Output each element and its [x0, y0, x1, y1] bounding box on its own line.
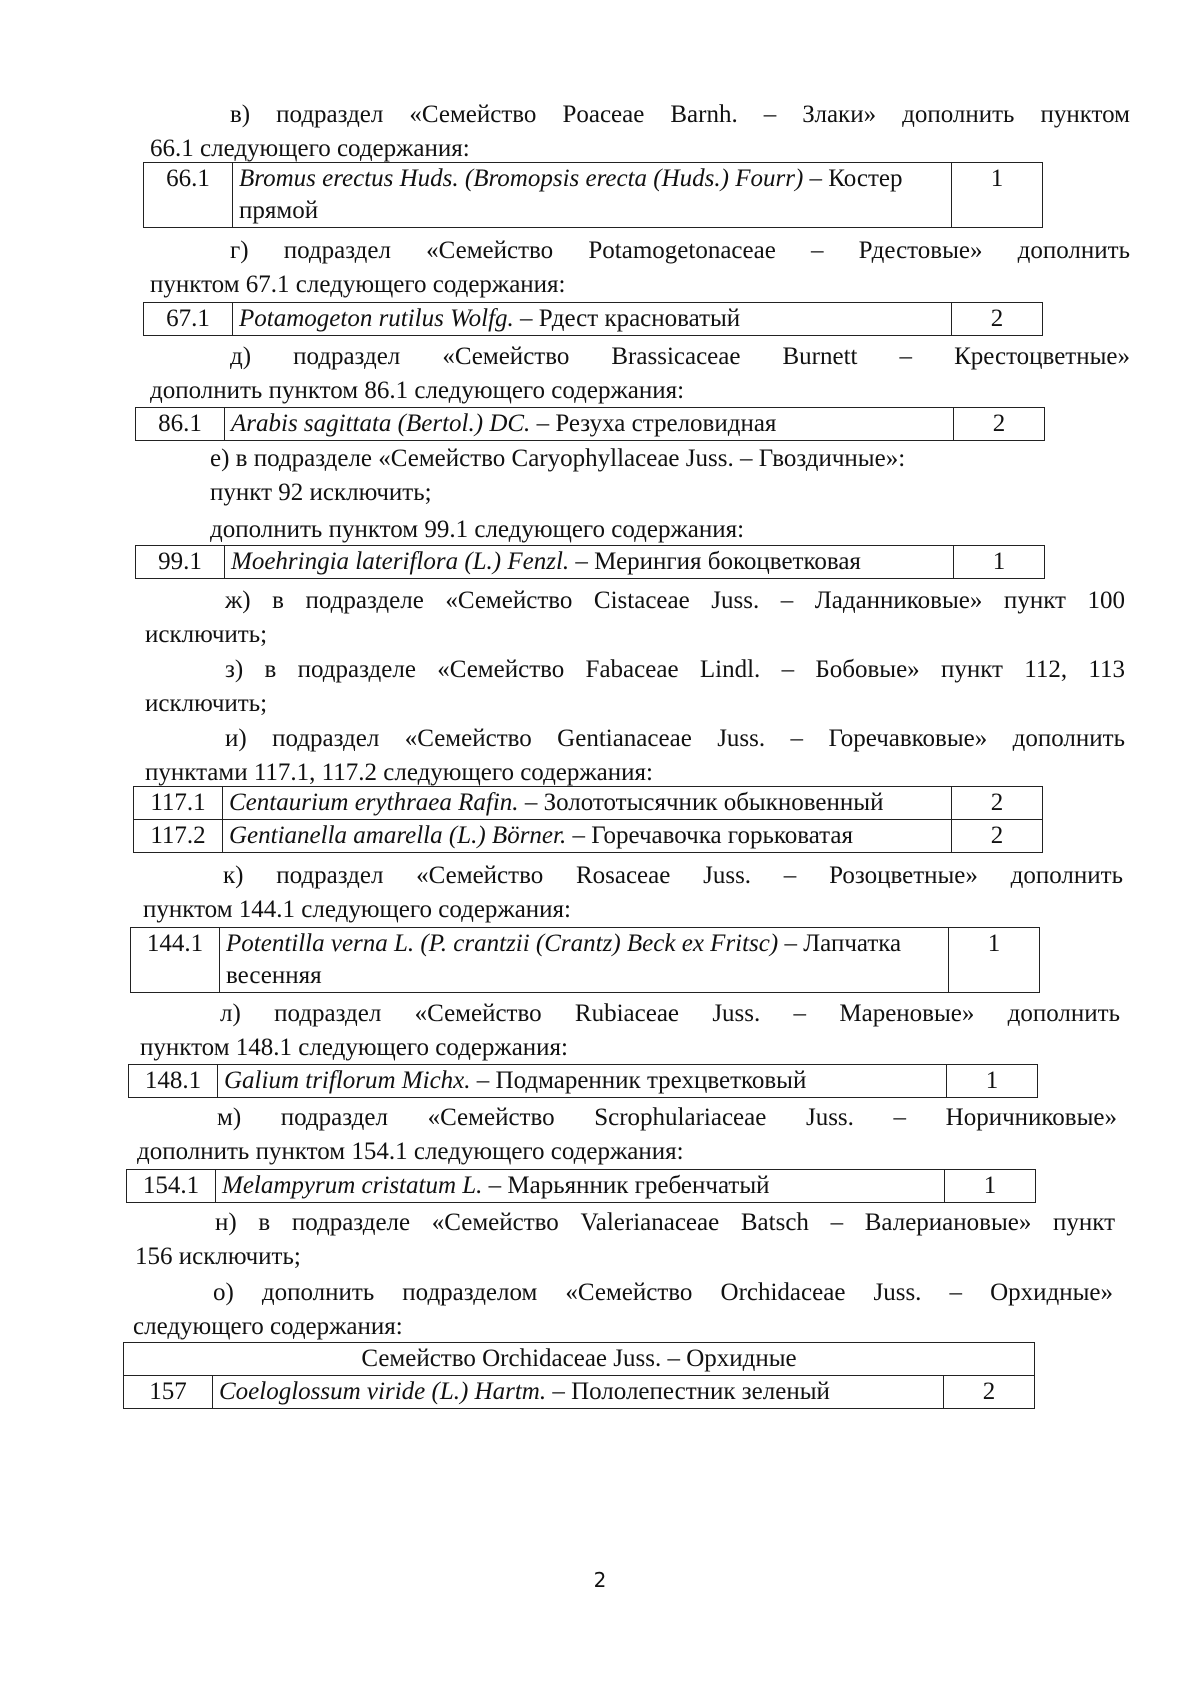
table-row: [124, 1376, 1035, 1409]
paragraph-line: о) дополнить подразделом «Семейство Orchidaceae Juss. – Орхидные»: [213, 1279, 1113, 1306]
orchid-table: [123, 1342, 1035, 1409]
paragraph-l: [140, 997, 1120, 1065]
russian-name: – Рдест красноватый: [513, 305, 741, 332]
item-number: 157: [124, 1376, 213, 1409]
paragraph-n: [135, 1206, 1115, 1274]
category: 1: [954, 546, 1045, 579]
paragraph-k: [143, 859, 1123, 927]
russian-name: – Резуха стреловидная: [530, 410, 777, 437]
item-number: 117.2: [134, 820, 223, 853]
item-number: 99.1: [136, 546, 225, 579]
paragraph-z: [145, 653, 1125, 721]
paragraph-line: пунктом 67.1 следующего содержания:: [150, 271, 566, 298]
paragraph-line: е) в подразделе «Семейство Caryophyllaceae Juss. – Гвоздичные»:: [210, 445, 906, 472]
category: 1: [949, 928, 1040, 993]
russian-name: – Лапчатка весенняя: [226, 930, 902, 989]
item-number: 144.1: [131, 928, 220, 993]
russian-name: – Горечавочка горьковатая: [566, 822, 853, 849]
species-name: [225, 408, 954, 441]
paragraph-line: следующего содержания:: [133, 1313, 403, 1340]
item-number: 86.1: [136, 408, 225, 441]
paragraph-line: дополнить пунктом 86.1 следующего содержания:: [150, 377, 685, 404]
species-table: [143, 162, 1043, 228]
species-name: [223, 820, 952, 853]
table-row: [144, 163, 1043, 228]
table-row: [134, 820, 1043, 853]
latin-name: Galium triflorum Michx.: [224, 1067, 471, 1094]
species-name: [218, 1065, 947, 1098]
russian-name: – Мерингия бокоцветковая: [569, 548, 861, 575]
species-name: [213, 1376, 944, 1409]
paragraph-i: [145, 722, 1125, 790]
paragraph-line: дополнить пунктом 99.1 следующего содержания:: [210, 516, 745, 543]
paragraph-line: з) в подразделе «Семейство Fabaceae Lindl. – Бобовые» пункт 112, 113: [225, 656, 1125, 683]
category: 1: [952, 163, 1043, 228]
category: 2: [952, 820, 1043, 853]
category: 1: [945, 1170, 1036, 1203]
paragraph-line: ж) в подразделе «Семейство Cistaceae Juss. – Ладанниковые» пункт 100: [225, 587, 1125, 614]
latin-name: Gentianella amarella (L.) Börner.: [229, 822, 567, 849]
paragraph-line: л) подраздел «Семейство Rubiaceae Juss. – Мареновые» дополнить: [220, 1000, 1120, 1027]
paragraph-line: исключить;: [145, 621, 268, 648]
table-row: [136, 408, 1045, 441]
table-row: [134, 787, 1043, 820]
species-table: [135, 545, 1045, 579]
paragraph-line: г) подраздел «Семейство Potamogetonaceae – Рдестовые» дополнить: [230, 237, 1130, 264]
paragraph-line: дополнить пунктом 154.1 следующего содержания:: [137, 1138, 684, 1165]
latin-name: Melampyrum cristatum L.: [222, 1172, 483, 1199]
species-table: [130, 927, 1040, 993]
latin-name: Bromus erectus Huds. (Bromopsis erecta (Huds.) Fourr): [239, 165, 804, 192]
russian-name: – Подмаренник трехцветковый: [470, 1067, 807, 1094]
latin-name: Arabis sagittata (Bertol.) DC.: [231, 410, 531, 437]
item-number: 154.1: [127, 1170, 216, 1203]
russian-name: – Пололепестник зеленый: [546, 1378, 830, 1405]
species-name: [216, 1170, 945, 1203]
table-row: [144, 303, 1043, 336]
species-name: [233, 163, 952, 228]
page-number: 2: [593, 1568, 607, 1592]
table-row: [127, 1170, 1036, 1203]
paragraph-d: [150, 340, 1130, 408]
paragraph-line: в) подраздел «Семейство Poaceae Barnh. – Злаки» дополнить пунктом: [230, 101, 1130, 128]
item-number: 117.1: [134, 787, 223, 820]
latin-name: Potentilla verna L. (P. crantzii (Crantz) Beck ex Fritsc): [226, 930, 779, 957]
category: 2: [954, 408, 1045, 441]
paragraph-line: пунктом 148.1 следующего содержания:: [140, 1034, 568, 1061]
paragraph-line: к) подраздел «Семейство Rosaceae Juss. – Розоцветные» дополнить: [223, 862, 1123, 889]
paragraph-line: н) в подразделе «Семейство Valerianaceae Batsch – Валериановые» пункт: [215, 1209, 1115, 1236]
paragraph-m: [137, 1101, 1117, 1169]
category: 2: [944, 1376, 1035, 1409]
russian-name: – Костер прямой: [239, 165, 903, 224]
item-number: 66.1: [144, 163, 233, 228]
species-table: [128, 1064, 1038, 1098]
category: 2: [952, 787, 1043, 820]
species-name: [233, 303, 952, 336]
paragraph-line: 66.1 следующего содержания:: [150, 135, 470, 162]
family-header: Семейство Orchidaceae Juss. – Орхидные: [124, 1343, 1035, 1376]
species-table: [135, 407, 1045, 441]
species-name: [220, 928, 949, 993]
russian-name: – Золототысячник обыкновенный: [518, 789, 884, 816]
paragraph-line: пункт 92 исключить;: [210, 479, 432, 506]
item-number: 67.1: [144, 303, 233, 336]
item-number: 148.1: [129, 1065, 218, 1098]
species-table: [143, 302, 1043, 336]
category: 2: [952, 303, 1043, 336]
species-table: [133, 786, 1043, 853]
paragraph-line: м) подраздел «Семейство Scrophulariaceae Juss. – Норичниковые»: [217, 1104, 1117, 1131]
latin-name: Potamogeton rutilus Wolfg.: [239, 305, 514, 332]
latin-name: Moehringia lateriflora (L.) Fenzl.: [231, 548, 570, 575]
russian-name: – Марьянник гребенчатый: [482, 1172, 770, 1199]
table-row: [129, 1065, 1038, 1098]
paragraph-o: [133, 1276, 1113, 1344]
species-name: [225, 546, 954, 579]
paragraph-zh: [145, 584, 1125, 652]
paragraph-v: [150, 98, 1130, 166]
paragraph-line: пунктом 144.1 следующего содержания:: [143, 896, 571, 923]
paragraph-line: и) подраздел «Семейство Gentianaceae Juss. – Горечавковые» дополнить: [225, 725, 1125, 752]
paragraph-line: 156 исключить;: [135, 1243, 301, 1270]
paragraph-line: д) подраздел «Семейство Brassicaceae Burnett – Крестоцветные»: [230, 343, 1130, 370]
table-row: [131, 928, 1040, 993]
species-table: [126, 1169, 1036, 1203]
table-row: [136, 546, 1045, 579]
category: 1: [947, 1065, 1038, 1098]
species-name: [223, 787, 952, 820]
latin-name: Centaurium erythraea Rafin.: [229, 789, 519, 816]
paragraph-g: [150, 234, 1130, 302]
paragraph-e: [130, 442, 1110, 547]
paragraph-line: исключить;: [145, 690, 268, 717]
latin-name: Coeloglossum viride (L.) Hartm.: [219, 1378, 547, 1405]
table-header-row: [124, 1343, 1035, 1376]
paragraph-line: пунктами 117.1, 117.2 следующего содержания:: [145, 759, 653, 786]
